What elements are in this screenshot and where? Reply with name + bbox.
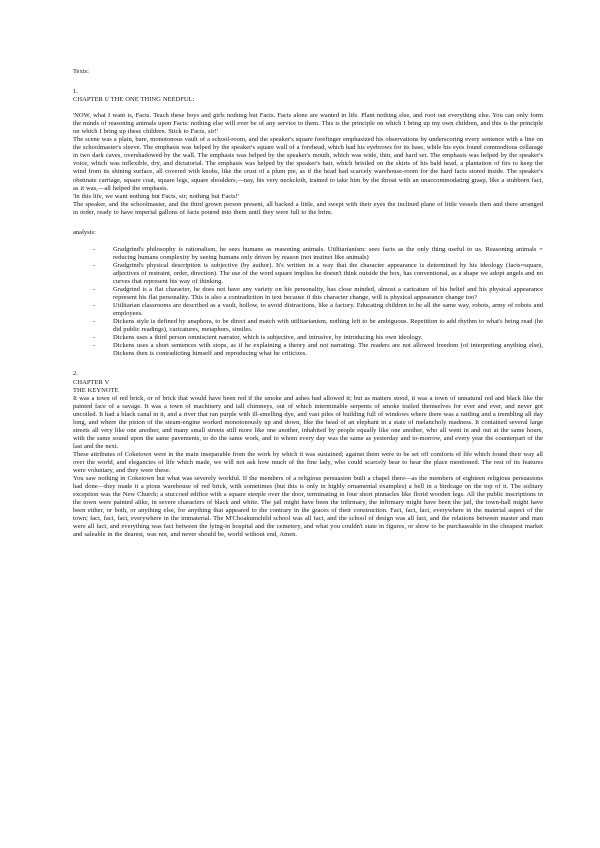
analysis-item-text: Dickens uses a third person omniscient narrator, which is subjective, and intrusive, by introducing his own ideology. <box>113 334 423 342</box>
bullet-dash: - <box>93 302 96 310</box>
texts-label: Texts: <box>73 68 89 75</box>
paragraph: It was a town of red brick, or of brick that would have been red if the smoke and ashes had allowed it; but as matters stood, it was a town of unnatural red and black like the painted face of a savage. It was a town of machinery and tall chimneys, out of which interminable serpents of smoke trailed themselves for ever and ever, and never got uncoiled. It had a black canal in it, and a river that ran purple with ill-smelling dye, and vast piles of building full of windows where there was a rattling and a trembling all day long, and where the piston of the steam-engine worked monotonously up and down, like the head of an elephant in a state of melancholy madness. It contained several large streets all very like one another, and many small streets still more like one another, inhabited by people equally like one another, who all went in and out at the same hours, with the same sound upon the same pavements, to do the same work, and to whom every day was the same as yesterday and to-morrow, and every year the counterpart of the last and the next. <box>73 394 543 450</box>
paragraph: The scene was a plain, bare, monotonous vault of a school-room, and the speaker's square forefinger emphasized his observations by underscoring every sentence with a line on the schoolmaster's sleeve. The emphasis was helped by the speaker's square wall of a forehead, which had his eyebrows for its base, while his eyes found commodious cellarage in two dark caves, overshadowed by the wall. The emphasis was helped by the speaker's mouth, which was wide, thin, and hard set. The emphasis was helped by the speaker's voice, which was inflexible, dry, and dictatorial. The emphasis was helped by the speaker's hair, which bristled on the skirts of his bald head, a plantation of firs to keep the wind from its shining surface, all covered with knobs, like the crust of a plum pie, as if the head had scarcely warehouse-room for the hard facts stored inside. The speaker's obstinate carriage, square coat, square legs, square shoulders,—nay, his very neckcloth, trained to take him by the throat with an unaccommodating grasp, like a stubborn fact, as it was,—all helped the emphasis. <box>73 136 543 192</box>
paragraph: You saw nothing in Coketown but what was severely workful. If the members of a religious persuasion built a chapel there—as the members of eighteen religious persuasions had done—they made it a pious warehouse of red brick, with sometimes (but this is only in highly ornamental examples) a bell in a birdcage on the top of it. The solitary exception was the New Church; a stuccoed edifice with a square steeple over the door, terminating in four short pinnacles like florid wooden legs. All the public inscriptions in the town were painted alike, in severe characters of black and white. The jail might have been the infirmary, the infirmary might have been the jail, the town-hall might have been either, or both, or anything else, for anything that appeared to the contrary in the graces of their construction. Fact, fact, fact, everywhere in the material aspect of the town; fact, fact, fact, everywhere in the immaterial. The M'Choakumchild school was all fact, and the school of design was all fact, and the relations between master and man were all fact, and everything was fact between the lying-in hospital and the cemetery, and what you couldn't state in figures, or show to be purchaseable in the cheapest market and saleable in the dearest, was not, and never should be, world without end, Amen. <box>73 475 543 539</box>
analysis-item <box>73 302 543 318</box>
bullet-dash: - <box>93 342 96 350</box>
chapter-title: THE KEYNOTE <box>73 386 119 394</box>
bullet-dash: - <box>93 245 96 253</box>
analysis-list <box>73 246 543 359</box>
paragraph: 'In this life, we want nothing but Facts, sir; nothing but Facts!' <box>73 192 239 200</box>
section-2-body <box>73 395 543 540</box>
analysis-item <box>73 342 543 358</box>
analysis-item <box>73 262 543 286</box>
analysis-label: analysis: <box>73 228 96 236</box>
paragraph: The speaker, and the schoolmaster, and the third grown person present, all backed a little, and swept with their eyes the inclined plane of little vessels then and there arranged in order, ready to have imperial gallons of facts poured into them until they were full to the brim. <box>73 200 543 216</box>
analysis-item-text: Gradgrind's physical description is subjective (by author). It's written in a way that the character appearance is determined by his ideology (facts=square, adjectives of restraint, order, direction). The use of the word square implies he doesn't think outside the box, has conventional, as a shape we adopt angels and no curves that represent his way of thinking. <box>113 261 543 285</box>
section-1-number: 1. <box>73 88 78 96</box>
chapter-heading: CHAPTER V <box>73 378 110 386</box>
bullet-dash: - <box>93 334 96 342</box>
analysis-item-text: Utilitarian classrooms are described as a vault, hollow, to avoid distractions, like a factory. Educating children to be all the same way, robots, army of robots and employees. <box>113 302 543 318</box>
analysis-item <box>73 286 543 302</box>
section-2-number: 2. <box>73 370 78 378</box>
section-1-heading: CHAPTER I/ THE ONE THING NEEDFUL: <box>73 96 195 104</box>
analysis-item-text: Gradgrind is a flat character, he does not have any variety on his personality, has close minded, almost a caricature of his belief and his physical appearance represent his flat personality. This is also a contradiction in text because if this character change, will is physical appearance change too? <box>113 286 543 302</box>
paragraph: These attributes of Coketown were in the main inseparable from the work by which it was sustained; against them were to be set off comforts of life which found their way all over the world, and elegancies of life which made, we will not ask how much of the fine lady, who could scarcely bear to hear the place mentioned. The rest of its features were voluntary, and they were these. <box>73 450 543 475</box>
analysis-item-text: Dickens style is defined by anaphora, to be direct and match with utilitarianism, nothing left to be ambiguous. Repetition to add rhythm to what's being read (he did public readings), caricatures, metaphors, similes. <box>113 318 543 334</box>
analysis-item <box>73 318 543 334</box>
analysis-item-text: Dickens uses a short sentences with stops, as if he explaining a theory and not narrating. The readers are not allowed freedom (of interpreting anything else), Dickens then is contradicting himself and reproducing what he criticizes. <box>113 342 543 358</box>
bullet-dash: - <box>93 286 96 294</box>
paragraph: 'NOW, what I want is, Facts. Teach these boys and girls nothing but Facts. Facts alone are wanted in life. Plant nothing else, and root out everything else. You can only form the minds of reasoning animals upon Facts: nothing else will ever be of any service to them. This is the principle on which I bring up my own children, and this is the principle on which I bring up these children. Stick to Facts, sir!' <box>73 112 543 136</box>
bullet-dash: - <box>93 261 96 269</box>
analysis-item-text: Gradgrind's philosophy is rationalism, he sees humans as reasoning animals. Utilitarianism: sees facts as the only thing useful to us. Reasoning animals = reducing humans complexity by seeing humans only driven by reason (not instinct like animals) <box>113 245 543 261</box>
bullet-dash: - <box>93 318 96 326</box>
analysis-item <box>73 246 543 262</box>
section-1-body <box>73 112 543 217</box>
analysis-item <box>73 334 543 342</box>
